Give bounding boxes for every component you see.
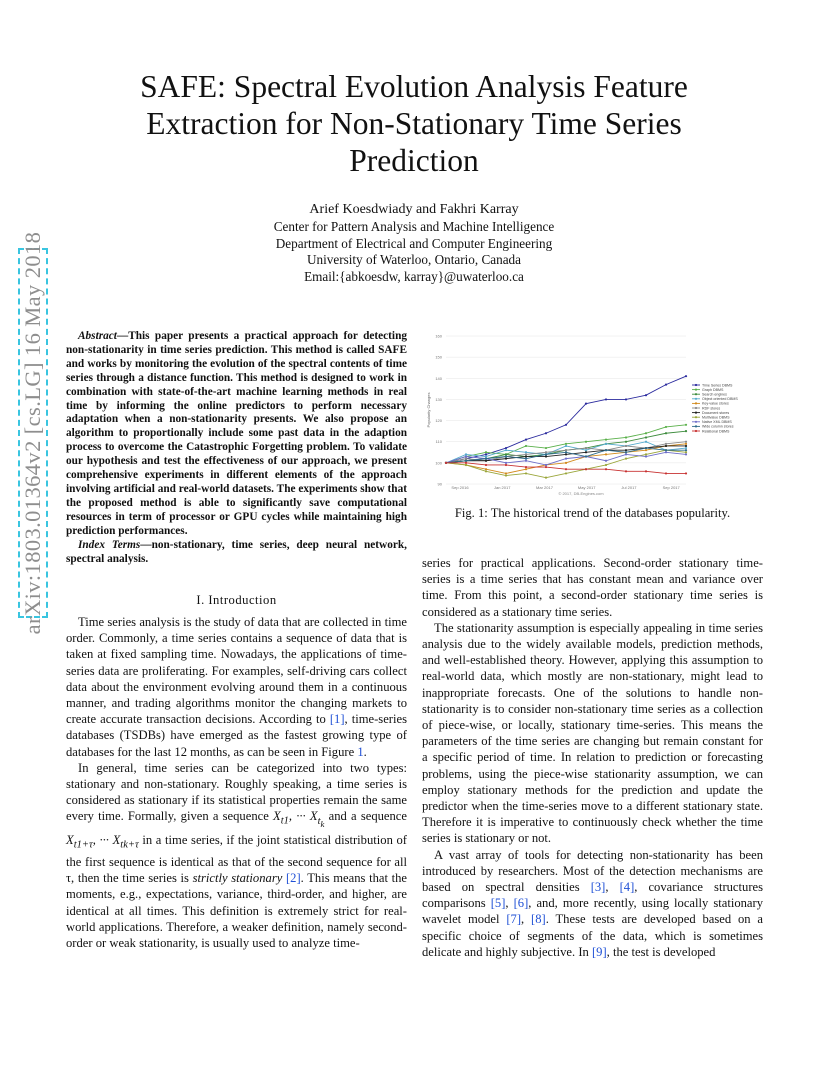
chart-data-point — [685, 472, 687, 474]
chart-data-point — [685, 447, 687, 449]
intro-paragraph-2 — [66, 760, 407, 951]
chart-legend-marker — [695, 402, 697, 404]
chart-legend-label: RDF stores — [702, 406, 721, 411]
chart-data-point — [505, 453, 507, 455]
chart-data-point — [605, 468, 607, 470]
chart-data-point — [545, 453, 547, 455]
intro-text: . — [363, 744, 367, 759]
chart-data-point — [585, 449, 587, 451]
chart-legend-label: Graph DBMS — [702, 387, 724, 392]
chart-data-point — [625, 458, 627, 460]
chart-data-point — [645, 394, 647, 396]
author-names: Arief Koesdwiady and Fakhri Karray — [309, 202, 519, 217]
chart-x-tick-label: Mar 2017 — [536, 485, 553, 490]
chart-data-point — [465, 455, 467, 457]
chart-x-tick-label: Jul 2017 — [621, 485, 637, 490]
chart-legend-marker — [695, 384, 697, 386]
chart-legend-label: Document stores — [702, 410, 730, 415]
chart-legend-marker — [695, 425, 697, 427]
chart-data-point — [605, 449, 607, 451]
intro-paragraph-1 — [66, 614, 407, 760]
math-subscript-text: t — [317, 815, 321, 827]
citation-link[interactable]: [4] — [619, 880, 635, 895]
body-text: , and, more recently, using locally stationary wavelet model — [422, 896, 764, 927]
chart-data-point — [645, 453, 647, 455]
chart-data-point — [645, 436, 647, 438]
database-popularity-chart — [426, 330, 760, 500]
chart-y-tick-label: 120 — [435, 418, 442, 424]
chart-data-point — [645, 447, 647, 449]
chart-data-point — [645, 432, 647, 434]
chart-data-point — [465, 453, 467, 455]
chart-data-point — [605, 464, 607, 466]
chart-data-point — [685, 445, 687, 447]
chart-data-point — [685, 443, 687, 445]
math-symbol: , ··· X — [92, 833, 121, 848]
citation-link[interactable]: [3] — [590, 880, 606, 895]
chart-data-point — [685, 449, 687, 451]
chart-data-point — [465, 464, 467, 466]
citation-link[interactable]: [5] — [490, 896, 506, 911]
chart-data-point — [585, 468, 587, 470]
chart-data-point — [565, 472, 567, 474]
right-paragraph-1: series for practical applications. Second-order stationary time-series is a time series that has constant mean and variance over time. From this point, a second-order stationary time series is considered as a stationary time series. — [422, 556, 763, 619]
section-heading-introduction: I. Introduction — [196, 593, 277, 607]
chart-data-point — [625, 453, 627, 455]
chart-data-point — [625, 449, 627, 451]
chart-legend-marker — [695, 407, 697, 409]
chart-legend-label: Time Series DBMS — [702, 383, 733, 388]
figure-caption: Fig. 1: The historical trend of the databases popularity. — [454, 506, 731, 520]
abstract-label: Abstract — [78, 330, 117, 342]
chart-data-point — [685, 424, 687, 426]
chart-y-tick-label: 110 — [435, 439, 442, 445]
chart-data-point — [625, 451, 627, 453]
affiliation-center: Center for Pattern Analysis and Machine Intelligence — [273, 219, 555, 234]
math-symbol: X — [66, 833, 74, 848]
chart-y-tick-label: 90 — [437, 481, 442, 487]
chart-data-point — [585, 403, 587, 405]
chart-data-point — [485, 460, 487, 462]
chart-data-point — [525, 451, 527, 453]
chart-x-tick-label: Sep 2017 — [662, 485, 680, 490]
chart-data-point — [565, 462, 567, 464]
affiliation-university: University of Waterloo, Ontario, Canada — [306, 252, 522, 267]
chart-legend-marker — [695, 430, 697, 432]
chart-data-point — [525, 453, 527, 455]
chart-data-point — [505, 464, 507, 466]
body-text: , covariance structures comparisons — [422, 880, 763, 911]
body-text: , — [521, 912, 532, 927]
chart-data-point — [505, 474, 507, 476]
chart-data-point — [485, 455, 487, 457]
body-text: , — [605, 880, 620, 895]
chart-data-point — [485, 451, 487, 453]
chart-legend-marker — [695, 412, 697, 414]
chart-data-point — [605, 443, 607, 445]
chart-data-point — [685, 451, 687, 453]
chart-data-point — [645, 449, 647, 451]
citation-link[interactable]: [2] — [285, 871, 301, 886]
chart-data-point — [685, 453, 687, 455]
chart-y-tick-label: 130 — [435, 396, 442, 402]
chart-data-point — [685, 441, 687, 443]
chart-data-point — [665, 443, 667, 445]
chart-data-point — [525, 460, 527, 462]
citation-link[interactable]: [8] — [531, 912, 546, 927]
chart-data-point — [485, 453, 487, 455]
arxiv-identifier — [18, 231, 48, 635]
chart-legend-marker — [695, 389, 697, 391]
chart-data-point — [545, 477, 547, 479]
index-terms-paragraph — [66, 539, 407, 567]
chart-y-tick-label: 160 — [435, 333, 442, 339]
chart-data-point — [565, 458, 567, 460]
chart-y-tick-label: 140 — [435, 375, 442, 381]
intro-text: in a time series, if the joint statistical distribution of the first sequence is identical as that of the second sequence for all τ, then the time series is — [66, 833, 408, 886]
math-subscript: tk+τ — [120, 839, 139, 851]
chart-data-point — [525, 468, 527, 470]
chart-data-point — [525, 455, 527, 457]
chart-legend-label: Multivalue DBMS — [702, 415, 730, 420]
chart-legend — [692, 383, 738, 433]
body-text: , — [505, 896, 514, 911]
chart-data-point — [525, 458, 527, 460]
chart-data-point — [565, 443, 567, 445]
chart-data-point — [565, 449, 567, 451]
abstract-text: —This paper presents a practical approach for detecting non-stationarity in time series prediction. This method is called SAFE and works by monitoring the evolution of the spectral contents of time series through a distance function. This method is designed to work in combination with state-of-the-art machine learning methods in real time by informing the online predictors to perform necessary adaptation when a non-stationarity presents. We also propose an algorithm to proportionally include some past data in the adaption process to overcome the Catastrophic Forgetting problem. To validate our hypothesis and test the effectiveness of our approach, we present comprehensive experiments in different elements of the approach involving artificial and real-world datasets. The experiments show that the proposed method is able to significantly save computational resources in term of processor or GPU cycles while maintaining high prediction performances. — [66, 330, 407, 537]
chart-data-point — [605, 398, 607, 400]
paper-title: SAFE: Spectral Evolution Analysis Feature Extraction for Non-Stationary Time Series Prediction — [140, 69, 688, 178]
chart-data-point — [465, 462, 467, 464]
chart-data-point — [625, 470, 627, 472]
chart-data-point — [545, 447, 547, 449]
abstract-block — [66, 330, 407, 566]
citation-link[interactable]: [6] — [513, 896, 529, 911]
chart-data-point — [625, 441, 627, 443]
right-column-text — [422, 555, 763, 960]
chart-data-point — [665, 451, 667, 453]
chart-data-point — [505, 472, 507, 474]
chart-data-point — [525, 466, 527, 468]
chart-series-lines — [445, 375, 687, 479]
chart-data-point — [685, 430, 687, 432]
chart-data-point — [545, 432, 547, 434]
chart-data-point — [485, 458, 487, 460]
chart-data-point — [525, 445, 527, 447]
chart-data-point — [565, 451, 567, 453]
chart-data-point — [545, 464, 547, 466]
chart-data-point — [505, 455, 507, 457]
body-text: . These tests are developed based on a specific choice of segments of the data, which is sometimes delicate and highly subjective. In — [422, 912, 764, 959]
citation-link[interactable]: [1] — [329, 712, 345, 727]
chart-data-point — [585, 451, 587, 453]
chart-data-point — [565, 468, 567, 470]
math-symbol: X — [273, 809, 281, 824]
chart-data-point — [485, 464, 487, 466]
affiliation-department: Department of Electrical and Computer Engineering — [275, 235, 553, 251]
chart-legend-marker — [695, 393, 697, 395]
math-sequence-1 — [273, 809, 325, 830]
introduction-text — [66, 614, 407, 951]
chart-legend-label: Object oriented DBMS — [702, 397, 738, 402]
intro-text: . This means that the moments, e.g., expectations, variance, third-order, and higher, are identical at all times. This definition is extremely strict for real-world applications. Therefore, a weaker definition, namely second-order or weak stationarity, is usually used to analyze time- — [66, 871, 407, 950]
chart-data-point — [445, 462, 447, 464]
arxiv-identifier-text: arXiv:1803.01364v2 [cs.LG] 16 May 2018 — [20, 231, 45, 635]
chart-x-tick-label: Sep 2016 — [451, 485, 469, 490]
author-block — [180, 200, 648, 285]
chart-data-point — [605, 439, 607, 441]
abstract-paragraph — [66, 330, 407, 539]
chart-data-point — [665, 432, 667, 434]
body-text: A vast array of tools for detecting non-stationarity has been introduced by researchers. Most of the detection mechanisms are based on spectral densities — [422, 847, 763, 895]
chart-legend-label: Wide column stores — [702, 424, 734, 429]
emphasis-strictly-stationary: strictly stationary — [192, 871, 283, 886]
chart-data-point — [625, 445, 627, 447]
chart-y-tick-label: 150 — [435, 354, 442, 360]
chart-data-point — [665, 384, 667, 386]
chart-data-point — [505, 458, 507, 460]
math-sequence-2 — [66, 833, 139, 851]
chart-data-point — [665, 445, 667, 447]
chart-data-point — [665, 449, 667, 451]
citation-link[interactable]: [7] — [506, 912, 522, 927]
chart-data-point — [465, 458, 467, 460]
chart-data-point — [565, 424, 567, 426]
chart-data-point — [665, 472, 667, 474]
right-paragraph-3 — [422, 847, 763, 960]
citation-link[interactable]: [9] — [591, 944, 607, 959]
chart-data-point — [645, 470, 647, 472]
chart-data-point — [565, 453, 567, 455]
chart-legend-label: Relational DBMS — [702, 429, 730, 434]
chart-data-point — [625, 398, 627, 400]
math-subscript-text: k — [320, 819, 325, 830]
math-subscript: t1+τ — [73, 839, 93, 851]
body-text: , the test is developed — [606, 944, 716, 959]
chart-legend-marker — [695, 421, 697, 423]
chart-data-point — [545, 451, 547, 453]
chart-legend-label: Native XML DBMS — [702, 420, 732, 425]
chart-data-point — [585, 455, 587, 457]
chart-data-point — [565, 445, 567, 447]
math-symbol: , ··· X — [288, 809, 318, 824]
intro-text: , time-series databases (TSDBs) have emerged as the fastest growing type of databases for the last 12 months, as can be seen in Figure — [66, 712, 407, 759]
right-paragraph-2: The stationarity assumption is especially appealing in time series analysis due to the widely available models, prediction methods, and well-established theory. However, applying this assumption to real-world data, which mostly are non-stationary, might lead to inappropriate forecasts. One of the solutions to handle non-stationarity is to consider non-stationary time series as a collection of piece-wise, or locally, stationary time-series. This means the parameters of the time series are changing but remain constant for a specific period of time. In relation to prediction or forecasting problems, using the piece-wise stationarity assumption, we can employ stationary methods for the prediction and update the predictor when the time-series move to a different stationary state. Therefore it is imperative to continuously check whether the time series is stationary or not. — [422, 620, 763, 846]
chart-legend-marker — [695, 416, 697, 418]
chart-data-point — [645, 455, 647, 457]
intro-text: In general, time series can be categorized into two types: stationary and non-stationary. Roughly speaking, a time series is considered as stationary if its statistical properties remain the same every time. Formally, given a sequence — [66, 760, 407, 824]
index-terms-label: Index Terms — [78, 538, 141, 551]
chart-credit: © 2017, DB-Engines.com — [558, 491, 604, 496]
chart-x-ticks — [451, 485, 680, 490]
chart-y-axis-label: Popularity Changes — [426, 392, 431, 428]
chart-data-point — [465, 460, 467, 462]
chart-x-tick-label: Jan 2017 — [494, 485, 511, 490]
chart-data-point — [545, 466, 547, 468]
chart-legend-label: Key-value stores — [702, 401, 729, 406]
chart-data-point — [605, 453, 607, 455]
chart-data-point — [585, 441, 587, 443]
chart-data-point — [525, 439, 527, 441]
chart-data-point — [485, 468, 487, 470]
chart-data-point — [505, 462, 507, 464]
intro-text: Time series analysis is the study of data that are collected in time order. Commonly, a time series contains a sequence of data that is taken at fixed sampling time. Nowadays, the applications of time-series data are proliferating. For examples, self-driving cars collect data about the environment evolving around them in a continuous manner, and trading algorithms monitor the changing markets to create accurate transaction decisions. According to — [66, 615, 407, 727]
chart-data-point — [605, 460, 607, 462]
math-subscript: t1 — [280, 815, 289, 827]
intro-text: and a sequence — [324, 809, 407, 824]
chart-data-point — [525, 472, 527, 474]
chart-y-tick-label: 100 — [435, 460, 442, 466]
chart-data-point — [625, 436, 627, 438]
index-terms-text: —non-stationary, time series, deep neural network, spectral analysis. — [66, 538, 407, 565]
chart-data-point — [645, 441, 647, 443]
chart-data-point — [505, 449, 507, 451]
chart-data-point — [505, 447, 507, 449]
chart-y-ticks — [435, 334, 442, 487]
chart-data-point — [685, 375, 687, 377]
author-email: Email:{abkoesdw, karray}@uwaterloo.ca — [304, 268, 524, 284]
chart-data-point — [545, 455, 547, 457]
chart-legend-marker — [695, 398, 697, 400]
chart-data-point — [485, 470, 487, 472]
figure-link[interactable]: 1 — [357, 744, 364, 759]
chart-data-point — [665, 426, 667, 428]
chart-legend-label: Search engines — [702, 392, 727, 397]
chart-x-tick-label: May 2017 — [577, 485, 596, 490]
chart-data-point — [585, 447, 587, 449]
